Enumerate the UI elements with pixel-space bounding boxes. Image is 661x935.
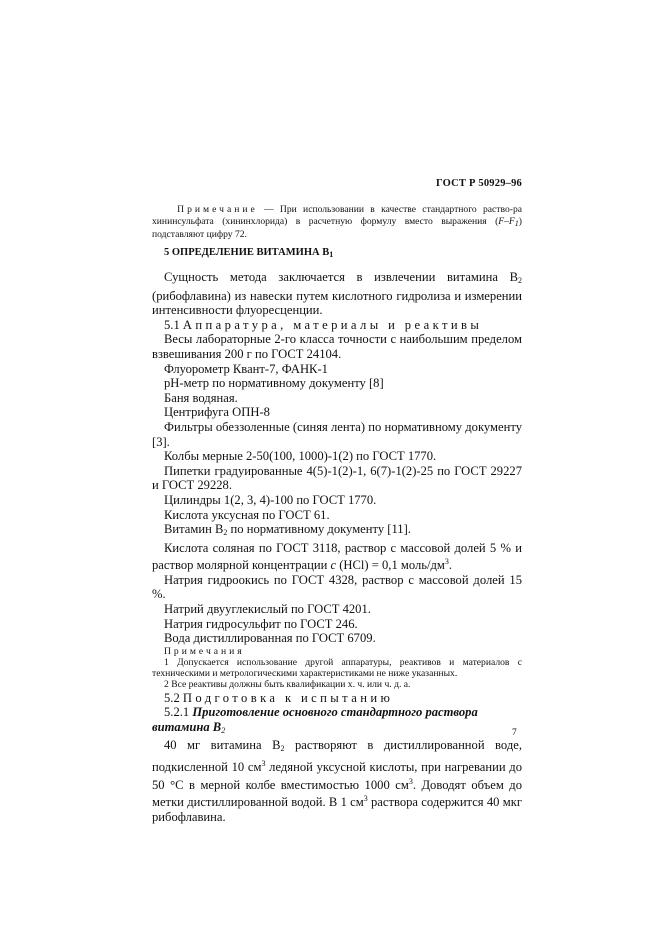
top-note: Примечание — При использовании в качестве стандартного раство-ра хининсульфата (хининхлорида) в расчетную формулу вместо выражения $(F-F_1)$ подставляют цифру 72.: [152, 204, 523, 241]
note-item: 2 Все реактивы должны быть квалификации х. ч. или ч. д. а.: [164, 679, 411, 691]
section-5-heading: 5 ОПРЕДЕЛЕНИЕ ВИТАМИНА $В_1$: [164, 247, 334, 259]
list-item: Натрия гидроокись по ГОСТ 4328, раствор с массовой долей 15 %.: [152, 572, 522, 602]
list-item: Натрий двууглекислый по ГОСТ 4201.: [164, 602, 371, 617]
section-5-body: [152, 270, 522, 824]
standard-header: ГОСТ Р 50929–96: [436, 178, 522, 189]
list-item: Баня водяная.: [164, 390, 238, 405]
list-item: Цилиндры 1(2, 3, 4)-100 по ГОСТ 1770.: [164, 492, 377, 507]
paragraph-5-2-1: 40 мг витамина $В_2$ растворяют в дистиллированной воде, подкисленной 10 $см^3$ ледяной уксусной кислоты, при нагревании до 50 °С в мерной колбе вместимостью 1000 $см^3$. Доводят объем до метки дистиллированной водой. В 1 $см^3$ раствора содержится 40 мкг рибофлавина.: [152, 738, 522, 824]
intro-paragraph: Сущность метода заключается в извлечении витамина $В_2$ (рибофлавина) из навески путем кислотного гидролиза и измерении интенсивности флуоресценции.: [152, 270, 522, 318]
notes-block: [152, 646, 522, 691]
list-item: Колбы мерные 2-50(100, 1000)-1(2) по ГОСТ 1770.: [164, 449, 437, 464]
note-item: 1 Допускается использование другой аппаратуры, реактивов и материалов с техническими и метрологическими характеристиками не ниже указанных.: [152, 657, 522, 680]
list-item: Фильтры обеззоленные (синяя лента) по нормативному документу [3].: [152, 419, 522, 449]
list-item: Вода дистиллированная по ГОСТ 6709.: [164, 631, 376, 646]
subsection-5-2-1-heading: 5.2.1 Приготовление основного стандартного раствора витамина $В_2$: [152, 705, 478, 735]
list-item: Витамин $В_2$ по нормативному документу [11].: [164, 522, 411, 538]
note-label: Примечание: [177, 204, 258, 215]
list-item: Натрия гидросульфит по ГОСТ 246.: [164, 616, 358, 631]
subsection-5-1-heading: 5.1 Аппаратура, материалы и реактивы: [164, 317, 483, 332]
notes-label: Примечания: [164, 645, 245, 657]
list-item: Пипетки градуированные 4(5)-1(2)-1, 6(7)-1(2)-25 по ГОСТ 29227 и ГОСТ 29228.: [152, 463, 522, 493]
list-item: Центрифуга ОПН-8: [164, 405, 270, 420]
subsection-5-2-heading: 5.2 Подготовка к испытанию: [164, 690, 394, 705]
list-item: Флуорометр Квант-7, ФАНК-1: [164, 361, 328, 376]
list-item: Кислота соляная по ГОСТ 3118, раствор с массовой долей 5 % и раствор молярной концентрации c (HCl) = 0,1 моль/$дм^3$.: [152, 540, 522, 573]
list-item: рН-метр по нормативному документу [8]: [164, 376, 384, 391]
list-item: Весы лабораторные 2-го класса точности с наибольшим пределом взвешивания 200 г по ГОСТ 24104.: [152, 332, 522, 361]
list-item: Кислота уксусная по ГОСТ 61.: [164, 507, 330, 522]
page-number: 7: [512, 727, 517, 738]
